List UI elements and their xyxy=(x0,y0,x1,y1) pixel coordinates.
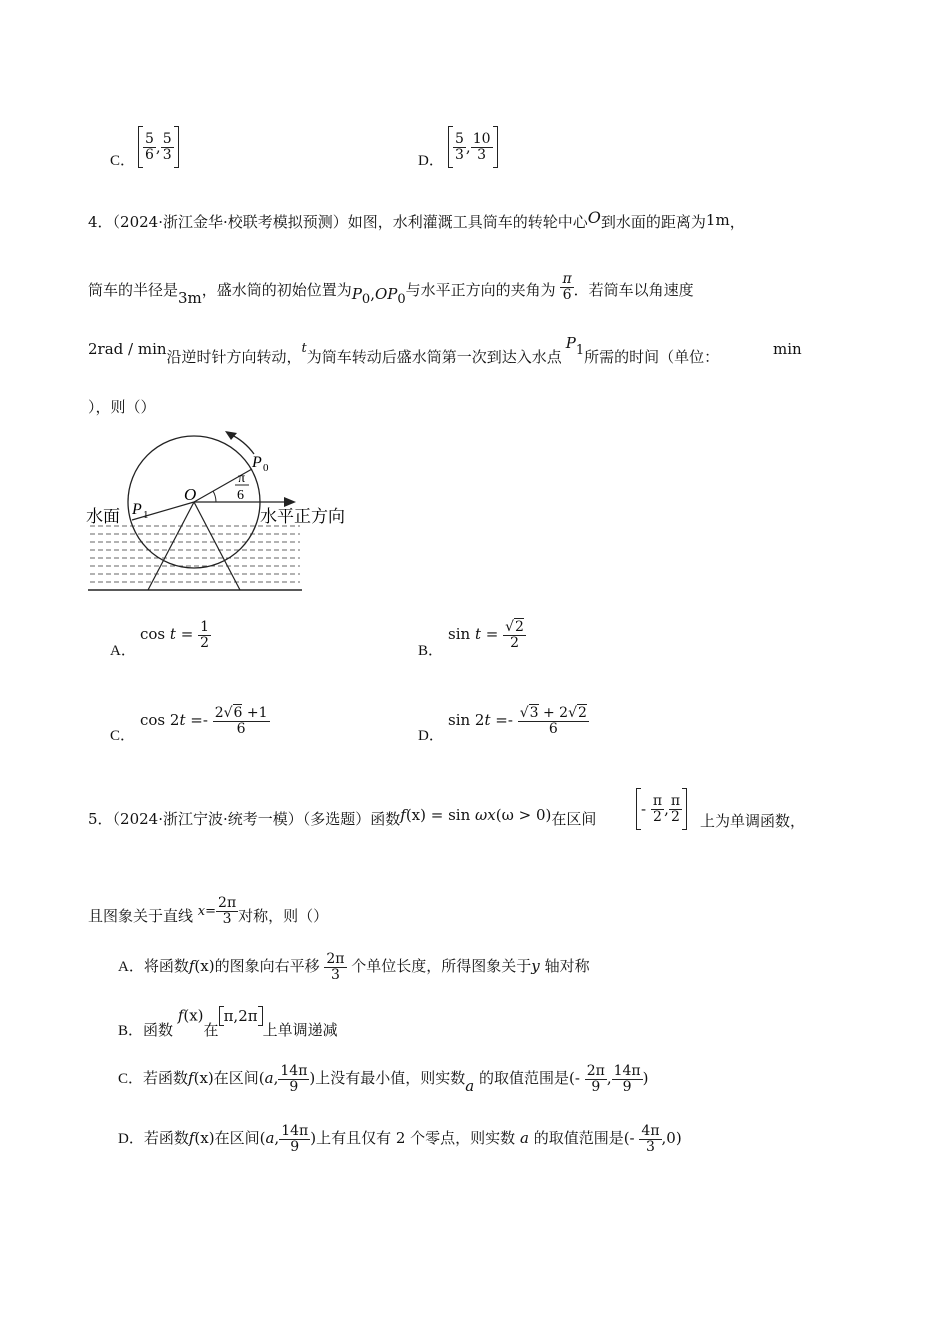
q4-unit: min xyxy=(773,340,802,358)
angle-arc xyxy=(213,491,216,502)
label-p1-sub: 1 xyxy=(143,509,149,521)
label-water: 水面 xyxy=(86,507,120,526)
q5-option-d: D．若函数f(x)在区间(a, $\frac{14\pi}{9}$ )上有且仅有 2 个零点，则实数 a 的取值范围是(- $\frac{4\pi}{3}$ ,0) xyxy=(118,1123,682,1155)
q4-option-c-label: C． xyxy=(110,728,136,744)
q5-line2: 且图象关于直线 x= $\frac{2\pi}{3}$ 对称，则（） xyxy=(88,895,329,927)
water-wheel-diagram xyxy=(86,426,356,596)
label-horizontal: 水平正方向 xyxy=(260,507,345,526)
q4-option-b-label: B． xyxy=(418,643,444,659)
angle-den: 6 xyxy=(237,488,244,503)
label-o: O xyxy=(184,485,197,504)
q4-option-d: sin 2t =- $\frac{√3 + 2√2}{6}$ xyxy=(448,705,587,737)
q5-option-c: C．若函数f(x)在区间(a, $\frac{14\pi}{9}$ )上没有最小值，则实数a 的取值范围是(- $\frac{2\pi}{9}$ , $\frac{14\pi}{9}$ ) xyxy=(118,1063,649,1096)
q4-line3: 2rad / min沿逆时针方向转动，t为筒车转动后盛水筒第一次到达入水点$P_1$所需的时间（单位： xyxy=(88,334,720,366)
support-left xyxy=(148,502,194,590)
option-d-interval: $\frac{5}{3}$ , $\frac{10}{3}$ xyxy=(448,126,498,168)
q5-option-b: B．函数 f(x)在π,2π上单调递减 xyxy=(118,1006,338,1039)
q4-line1: 4．（2024·浙江金华·校联考模拟预测）如图，水利灌溉工具筒车的转轮中心O到水面的距离为1m， xyxy=(88,208,745,231)
q4-option-b: sin t = $\frac{√2}{2}$ xyxy=(448,619,524,651)
label-p0-sub: 0 xyxy=(263,462,269,474)
angle-num: π xyxy=(238,471,246,486)
option-d-label: D． xyxy=(418,153,444,169)
q5-line1-end: 上为单调函数， xyxy=(700,812,806,830)
water-hatching xyxy=(90,526,300,582)
option-c-label: C． xyxy=(110,153,136,169)
q4-line4: ），则（） xyxy=(88,398,156,416)
q4-option-d-label: D． xyxy=(418,728,444,744)
arrow-head-icon xyxy=(284,497,296,507)
q5-interval: - $\frac{\pi}{2}$ , $\frac{\pi}{2}$ xyxy=(636,788,687,830)
rotation-arc xyxy=(230,434,254,454)
q5-option-a: A．将函数f(x)的图象向右平移 $\frac{2\pi}{3}$ 个单位长度，所得图象关于y 轴对称 xyxy=(118,951,590,983)
support-right xyxy=(194,502,240,590)
label-p1: P xyxy=(132,501,142,518)
q4-option-c: cos 2t =- $\frac{2√6 +1}{6}$ xyxy=(140,705,268,737)
label-p0: P xyxy=(252,454,262,471)
q4-option-a: cos t = $\frac{1}{2}$ xyxy=(140,619,210,651)
option-c-interval: $\frac{5}{6}$ , $\frac{5}{3}$ xyxy=(138,126,179,168)
rotation-arrow-icon xyxy=(225,431,237,440)
q5-line1: 5．（2024·浙江宁波·统考一模）（多选题）函数f(x) = sin ωx(ω > 0)在区间 xyxy=(88,806,597,828)
q4-option-a-label: A． xyxy=(110,643,136,659)
q4-line2: 筒车的半径是3m，盛水筒的初始位置为$P_0,OP_0$与水平正方向的夹角为 $\frac{\pi}{6}$ ．若筒车以角速度 xyxy=(88,271,694,308)
